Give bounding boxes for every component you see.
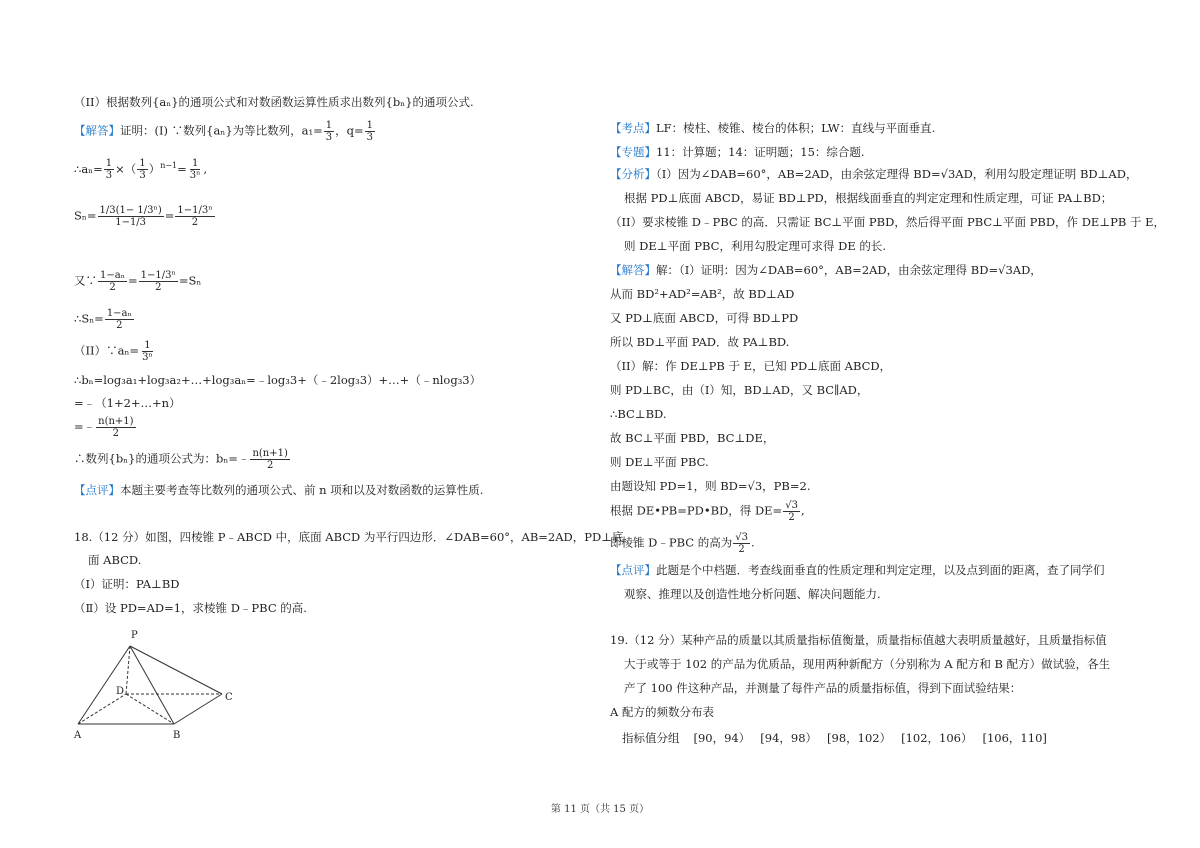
problem-18-part-1: （Ⅰ）证明：PA⊥BD (74, 577, 180, 591)
comment-tag-right: 【点评】 (610, 563, 656, 577)
solution-line-bn: ∴bₙ=log₃a₁+log₃a₂+…+log₃aₙ=﹣log₃3+（﹣2log₃3）+…+（﹣nlog₃3） (74, 373, 482, 387)
analysis-part-ii: （II）根据数列{aₙ}的通项公式和对数函数运算性质求出数列{bₙ}的通项公式. (74, 95, 474, 109)
solution-r-1: 【解答】解：（Ⅰ）证明：因为∠DAB=60°，AB=2AD，由余弦定理得 BD=√3AD， (610, 263, 1042, 277)
fraction: $\frac{\text{1−aₙ}}{2}$ (100, 270, 126, 293)
edge-ad (78, 694, 126, 724)
comment-tag: 【点评】 (74, 483, 120, 497)
label-d: D (116, 686, 125, 697)
edge-pd (126, 646, 130, 694)
analysis-line-3: （II）要求棱锥 D﹣PBC 的高．只需证 BC⊥平面 PBD，然后得平面 PBC⊥平面 PBD，作 DE⊥PB 于 E， (610, 215, 1166, 229)
table-header-cell: [106，110] (982, 731, 1047, 745)
knowledge-points: 【考点】LF：棱柱、棱锥、棱台的体积；LW：直线与平面垂直. (610, 121, 936, 135)
problem-19-line-1: 19.（12 分）某种产品的质量以其质量指标值衡量，质量指标值越大表明质量越好，且质量指标值 (610, 633, 1107, 647)
answer-tag: 【解答】 (74, 123, 120, 138)
table-header-cell: [102，106） (901, 731, 973, 745)
right-column (610, 0, 1170, 800)
label-c: C (225, 692, 233, 703)
fraction: $\frac{1}{3}$ (366, 120, 373, 143)
pyramid-figure (74, 628, 244, 740)
label-p: P (131, 630, 138, 641)
solution-line-1: 【解答】证明：(I) ∵数列{aₙ}为等比数列，a₁= $\frac{1}{3}$ ，q= $\frac{1}{3}$ (74, 120, 373, 143)
fenxi-tag: 【分析】 (610, 167, 656, 181)
fraction: $\frac{1}{\text{3ⁿ}}$ (142, 340, 153, 363)
solution-r-3: 又 PD⊥底面 ABCD，可得 BD⊥PD (610, 311, 799, 325)
solution-line-result: =﹣ $\frac{n(n+1)}{2}$ (74, 416, 134, 439)
solution-line-final: ∴数列{bₙ}的通项公式为：bₙ=﹣ $\frac{n(n+1)}{2}$ (74, 448, 288, 471)
edge-pa (78, 646, 130, 724)
topic-line: 【专题】11：计算题；14：证明题；15：综合题. (610, 145, 865, 159)
solution-line-sn: Sₙ= $\frac{\text{1/3(1− 1/3ⁿ)}}{1-1/3}$ = $\frac{\text{1−1/3ⁿ}}{2}$ (74, 205, 213, 228)
analysis-line-1: 【分析】（Ⅰ）因为∠DAB=60°，AB=2AD，由余弦定理得 BD=√3AD，利用勾股定理证明 BD⊥AD， (610, 167, 1138, 181)
page-footer: 第 11 页（共 15 页） (550, 804, 650, 815)
solution-r-6: 则 PD⊥BC，由（I）知，BD⊥AD，又 BC∥AD， (610, 383, 869, 397)
fraction: $\frac{\text{1/3(1− 1/3ⁿ)}}{1-1/3}$ (99, 205, 162, 228)
table-header-row (622, 730, 1047, 746)
solution-r-7: ∴BC⊥BD. (610, 407, 667, 421)
comment-r-1: 【点评】此题是个中档题．考查线面垂直的性质定理和判定定理，以及点到面的距离，查了同学们 (610, 563, 1105, 577)
fraction: $\frac{1}{3}$ (105, 158, 113, 182)
solution-r-10: 由题设知 PD=1，则 BD=√3，PB=2. (610, 479, 811, 493)
fraction: $\frac{\text{1−aₙ}}{2}$ (106, 308, 132, 331)
problem-19-line-3: 产了 100 件这种产品，并测量了每件产品的质量指标值，得到下面试验结果： (624, 681, 1022, 695)
problem-18-part-2: （Ⅱ）设 PD=AD=1，求棱锥 D﹣PBC 的高. (74, 601, 307, 615)
answer-tag-right: 【解答】 (610, 263, 656, 277)
fraction: $\frac{\text{1−1/3ⁿ}}{2}$ (140, 270, 176, 293)
solution-r-8: 故 BC⊥平面 PBD，BC⊥DE， (610, 431, 775, 445)
solution-line-sn2: ∴Sₙ= $\frac{\text{1−aₙ}}{2}$ (74, 308, 132, 331)
solution-r-12: 即棱锥 D﹣PBC 的高为 $\frac{√3}{2}$ . (610, 532, 755, 555)
problem-18-line-1: 18.（12 分）如图，四棱锥 P﹣ABCD 中，底面 ABCD 为平行四边形．∠DAB=60°，AB=2AD，PD⊥底 (74, 530, 624, 544)
problem-19-line-4: A 配方的频数分布表 (610, 705, 714, 719)
edge-bc (174, 694, 222, 724)
solution-r-5: （II）解：作 DE⊥PB 于 E，已知 PD⊥底面 ABCD， (610, 359, 892, 373)
solution-r-2: 从而 BD²+AD²=AB²，故 BD⊥AD (610, 287, 795, 301)
table-header-cell: 指标值分组 (622, 731, 680, 745)
analysis-line-4: 则 DE⊥平面 PBC，利用勾股定理可求得 DE 的长. (624, 239, 887, 253)
solution-line-an: ∴aₙ= $\frac{1}{3}$ ×（ $\frac{1}{3}$ ）$^{n-1}$= $\frac{1}{\text{3ⁿ}}$ , (74, 158, 208, 182)
solution-r-4: 所以 BD⊥平面 PAD．故 PA⊥BD. (610, 335, 790, 349)
solution-r-9: 则 DE⊥平面 PBC. (610, 455, 709, 469)
comment-line: 【点评】本题主要考查等比数列的通项公式、前 n 项和以及对数函数的运算性质. (74, 483, 484, 497)
comment-r-2: 观察、推理以及创造性地分析问题、解决问题能力. (624, 587, 881, 601)
label-b: B (173, 730, 181, 740)
solution-line-also: 又∵ $\frac{\text{1−aₙ}}{2}$ = $\frac{\text{1−1/3ⁿ}}{2}$ =Sₙ (74, 270, 202, 293)
table-header-cell: [90，94） (693, 731, 751, 745)
problem-18-line-2: 面 ABCD. (88, 553, 142, 567)
fraction: $\frac{√3}{2}$ (785, 500, 798, 523)
fraction: $\frac{\text{1−1/3ⁿ}}{2}$ (177, 205, 213, 228)
table-header-cell: [98，102） (827, 731, 892, 745)
fraction: $\frac{1}{3}$ (139, 158, 146, 182)
kaodian-tag: 【考点】 (610, 121, 656, 135)
solution-line-part2: （II）∵aₙ= $\frac{1}{\text{3ⁿ}}$ (74, 340, 153, 363)
fraction: $\frac{√3}{2}$ (735, 532, 748, 555)
edge-db (126, 694, 174, 724)
solution-r-11: 根据 DE•PB=PD•BD，得 DE= $\frac{√3}{2}$ , (610, 500, 805, 523)
fraction: $\frac{1}{3}$ (325, 120, 333, 143)
label-a: A (74, 730, 82, 740)
fraction: $\frac{1}{\text{3ⁿ}}$ (189, 158, 201, 182)
zhuanti-tag: 【专题】 (610, 145, 656, 159)
fraction: $\frac{n(n+1)}{2}$ (252, 448, 288, 471)
table-header-cell: [94，98） (760, 731, 818, 745)
problem-19-line-2: 大于或等于 102 的产品为优质品，现用两种新配方（分别称为 A 配方和 B 配方）做试验，各生 (624, 657, 1111, 671)
analysis-line-2: 根据 PD⊥底面 ABCD，易证 BD⊥PD，根据线面垂直的判定定理和性质定理，可证 PA⊥BD； (624, 191, 1113, 205)
solution-line-sum: =﹣（1+2+…+n） (74, 396, 181, 410)
fraction: $\frac{n(n+1)}{2}$ (98, 416, 134, 439)
